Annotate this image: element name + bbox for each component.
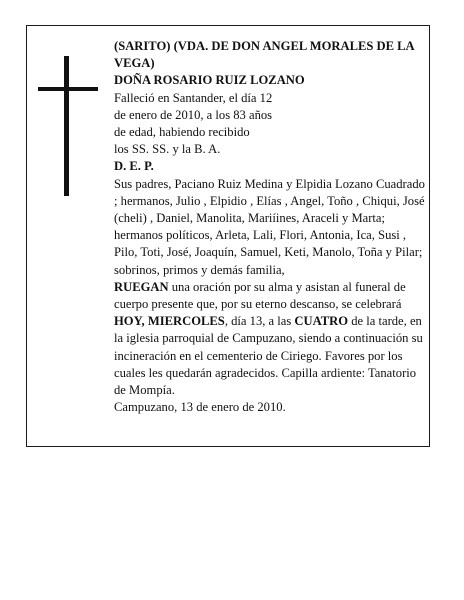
death-line: Falleció en Santander, el día 12 (114, 90, 273, 105)
request-text: una oración por su alma y asistan al funeral de cuerpo presente que, por su eterno descanso, se celebrará (114, 279, 406, 312)
obituary-header: (SARITO) (VDA. DE DON ANGEL MORALES DE LA VEGA) (114, 39, 414, 71)
cross-horizontal-bar (38, 87, 98, 91)
cross-icon (38, 56, 98, 196)
request-text: , día 13, a las (224, 314, 295, 329)
deceased-name: DOÑA ROSARIO RUIZ LOZANO (114, 73, 305, 88)
death-line: de enero de 2010, a los 83 años (114, 107, 273, 122)
request-paragraph (114, 279, 426, 399)
death-line: de edad, habiendo recibido (114, 125, 250, 140)
family-paragraph: Sus padres, Paciano Ruiz Medina y Elpidia Lozano Cuadrado ; hermanos, Julio , Elpidio , Elías , Angel, Toño , Chiqui, José (cheli) , Daniel, Manolita, Mariíines, Araceli y Marta; hermanos políticos, Arleta, Lali, Flori, Antonia, Ica, Susi , Pilo, Toti, José, Joaquín, Samuel, Keti, Manolo, Toña y Pilar; sobrinos, primos y demás familia, (114, 176, 425, 277)
cross-vertical-bar (64, 56, 69, 196)
death-line: los SS. SS. y la B. A. (114, 142, 221, 157)
funeral-time: CUATRO (294, 314, 349, 329)
request-text: de la tarde, en la iglesia parroquial de Campuzano, siendo a continuación su incineración en el cementerio de Ciriego. Favores por los cuales les quedarán agradecidos. Capilla ardiente: Tanatorio de Mompía. (114, 314, 423, 398)
obituary-text (114, 38, 426, 416)
ruegan-label: RUEGAN (114, 279, 169, 294)
dep-abbreviation: D. E. P. (114, 159, 154, 174)
funeral-day: HOY, MIERCOLES (114, 314, 225, 329)
closing-line: Campuzano, 13 de enero de 2010. (114, 400, 286, 415)
